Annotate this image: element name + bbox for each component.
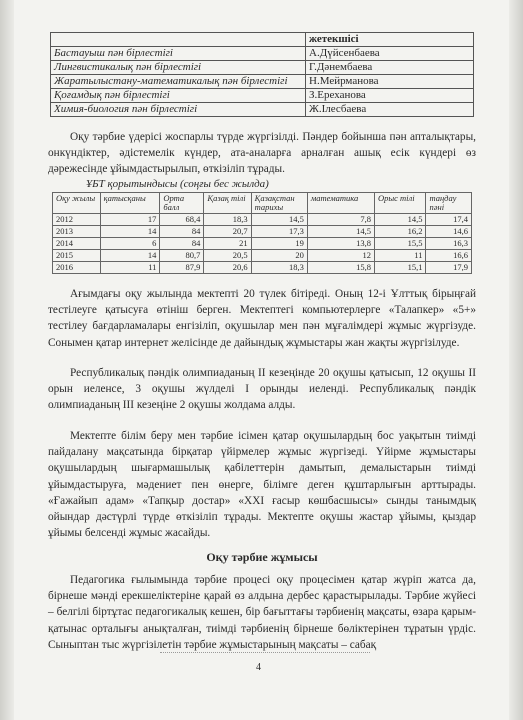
committee-name: Химия-биология пән бірлестігі — [51, 103, 306, 117]
results-value: 16,6 — [426, 250, 472, 262]
results-header-cell: математика — [307, 193, 374, 214]
committee-header-row — [51, 33, 474, 47]
results-header-cell: Оқу жылы — [53, 193, 101, 214]
results-header-cell: Орыс тілі — [374, 193, 426, 214]
results-header-row — [53, 193, 472, 214]
results-value: 84 — [160, 238, 204, 250]
results-value: 18,3 — [204, 214, 251, 226]
results-value: 20,7 — [204, 226, 251, 238]
results-value: 14 — [100, 226, 160, 238]
results-value: 20,6 — [204, 262, 251, 274]
results-table-title: ҰБТ қорытындысы (соңғы бес жылда) — [86, 178, 269, 190]
results-value: 17,9 — [426, 262, 472, 274]
committee-name: Лингвистикалық пән бірлестігі — [51, 61, 306, 75]
committee-leader: Ж.Ілесбаева — [306, 103, 474, 117]
results-value: 14,5 — [251, 214, 307, 226]
committee-header-leader: жетекшісі — [306, 33, 474, 47]
results-value: 6 — [100, 238, 160, 250]
committee-name: Бастауыш пән бірлестігі — [51, 47, 306, 61]
committee-leader: Г.Дәнембаева — [306, 61, 474, 75]
committee-row — [51, 75, 474, 89]
results-value: 15,1 — [374, 262, 426, 274]
results-value: 18,3 — [251, 262, 307, 274]
results-header-cell: Орта балл — [160, 193, 204, 214]
ubt-results-table — [52, 192, 472, 274]
results-year: 2012 — [53, 214, 101, 226]
results-value: 16,2 — [374, 226, 426, 238]
committee-leader: Н.Мейрманова — [306, 75, 474, 89]
scan-left-edge — [0, 0, 14, 720]
results-value: 14,6 — [426, 226, 472, 238]
results-year: 2015 — [53, 250, 101, 262]
footer-divider — [160, 652, 370, 653]
scan-right-edge — [509, 0, 523, 720]
results-value: 68,4 — [160, 214, 204, 226]
results-row — [53, 262, 472, 274]
results-value: 15,8 — [307, 262, 374, 274]
paragraph-educational-process: Оқу тәрбие үдерісі жоспарлы түрде жүргізілді. Пәндер бойынша пән апталықтары, онкүндіктер, әдістемелік күндер, ата-аналарға арналған ашық есік күндері өз дәрежесінде ұйымдастырылып, өткізіліп тұрады. — [48, 131, 476, 176]
results-year: 2013 — [53, 226, 101, 238]
section-title: Оқу тәрбие жұмысы — [206, 550, 318, 564]
results-header-cell: Қазақстан тарихы — [251, 193, 307, 214]
results-year: 2014 — [53, 238, 101, 250]
results-value: 84 — [160, 226, 204, 238]
results-value: 80,7 — [160, 250, 204, 262]
results-value: 15,5 — [374, 238, 426, 250]
committee-header-empty — [51, 33, 306, 47]
results-value: 17,4 — [426, 214, 472, 226]
results-value: 7,8 — [307, 214, 374, 226]
committee-name: Жаратылыстану-математикалық пән бірлестігі — [51, 75, 306, 89]
committee-leader: З.Ереханова — [306, 89, 474, 103]
results-row — [53, 250, 472, 262]
results-value: 20,5 — [204, 250, 251, 262]
results-value: 14 — [100, 250, 160, 262]
results-value: 87,9 — [160, 262, 204, 274]
results-value: 20 — [251, 250, 307, 262]
results-value: 11 — [374, 250, 426, 262]
committee-table — [50, 32, 474, 117]
results-year: 2016 — [53, 262, 101, 274]
committee-row — [51, 47, 474, 61]
results-value: 14,5 — [307, 226, 374, 238]
results-value: 16,3 — [426, 238, 472, 250]
results-value: 21 — [204, 238, 251, 250]
committee-row — [51, 89, 474, 103]
paragraph-pedagogy: Педагогика ғылымында тәрбие процесі оқу процесімен қатар жүріп жатса да, бірнеше мәнді ерекшеліктеріне қарай өз алдына дербес қарастырылады. Тәрбие жүйесі – белгілі біртұтас педагогикалық кешен, бір бағыттағы тәрбиенің мақсаты, өзара қарым-қатынас орталығы анықталған, тиімді тәрбиенің бірнеше бөліктерінен тұратын үрдіс. Сыныптан тыс жүргізілетін тәрбие жұмыстарының мақсаты – сабақ — [48, 574, 476, 651]
committee-leader: А.Дүйсенбаева — [306, 47, 474, 61]
page-number: 4 — [256, 662, 261, 673]
results-value: 13,8 — [307, 238, 374, 250]
results-row — [53, 226, 472, 238]
results-value: 19 — [251, 238, 307, 250]
paragraph-olympiad: Республикалық пәндік олимпиаданың ІІ кезеңінде 20 оқушы қатысып, 12 оқушы ІІ орын иеленсе, 3 оқушы жүлделі І орынды иеленді. Республикалық пәндік олимпиаданың ІІІ кезеңіне 2 оқушы жолдама алды. — [48, 367, 476, 412]
committee-name: Қоғамдық пән бірлестігі — [51, 89, 306, 103]
paragraph-graduates: Ағымдағы оқу жылында мектепті 20 түлек бітіреді. Оның 12-і Ұлттық бірыңғай тестілеуге қатысуға өтініш берген. Мектептегі компьютерлерге «Талапкер» «5+» тестілеу бағдарламалары енгізіліп, оқушылар мен пән мұғалімдері жұмыс жүргізуде. Сонымен қатар интернет желісінде де дайындық жұмыстары жан жақты жүргізілуде. — [48, 288, 476, 349]
paragraph-clubs: Мектепте білім беру мен тәрбие ісімен қатар оқушылардың бос уақытын тиімді пайдалану мақсатында бірқатар үйірмелер жұмыс жүргізеді. Үйірме жұмыстары оқушылардың шығармашылық қабілеттерін дамытып, демалыстарын тиімді ұйымдастыруға, мәдениет пен өнерге, білімге деген құштарлығын арттырады. «Ғажайып адам» «Тапқыр достар» «ХХІ ғасыр көшбасшысы» сынды танымдық ойындар дәстүрлі түрде өткізіліп тұрады. Мектепте оқушы жастар ұйымы, қыздар ұйымы белсенді жұмыс жасайды. — [48, 430, 476, 540]
committee-row — [51, 61, 474, 75]
results-header-cell: Қазақ тілі — [204, 193, 251, 214]
results-value: 14,5 — [374, 214, 426, 226]
results-row — [53, 238, 472, 250]
committee-row — [51, 103, 474, 117]
results-value: 12 — [307, 250, 374, 262]
results-value: 17,3 — [251, 226, 307, 238]
results-row — [53, 214, 472, 226]
results-value: 17 — [100, 214, 160, 226]
results-value: 11 — [100, 262, 160, 274]
results-header-cell: қатысқаны — [100, 193, 160, 214]
results-header-cell: таңдау пәні — [426, 193, 472, 214]
